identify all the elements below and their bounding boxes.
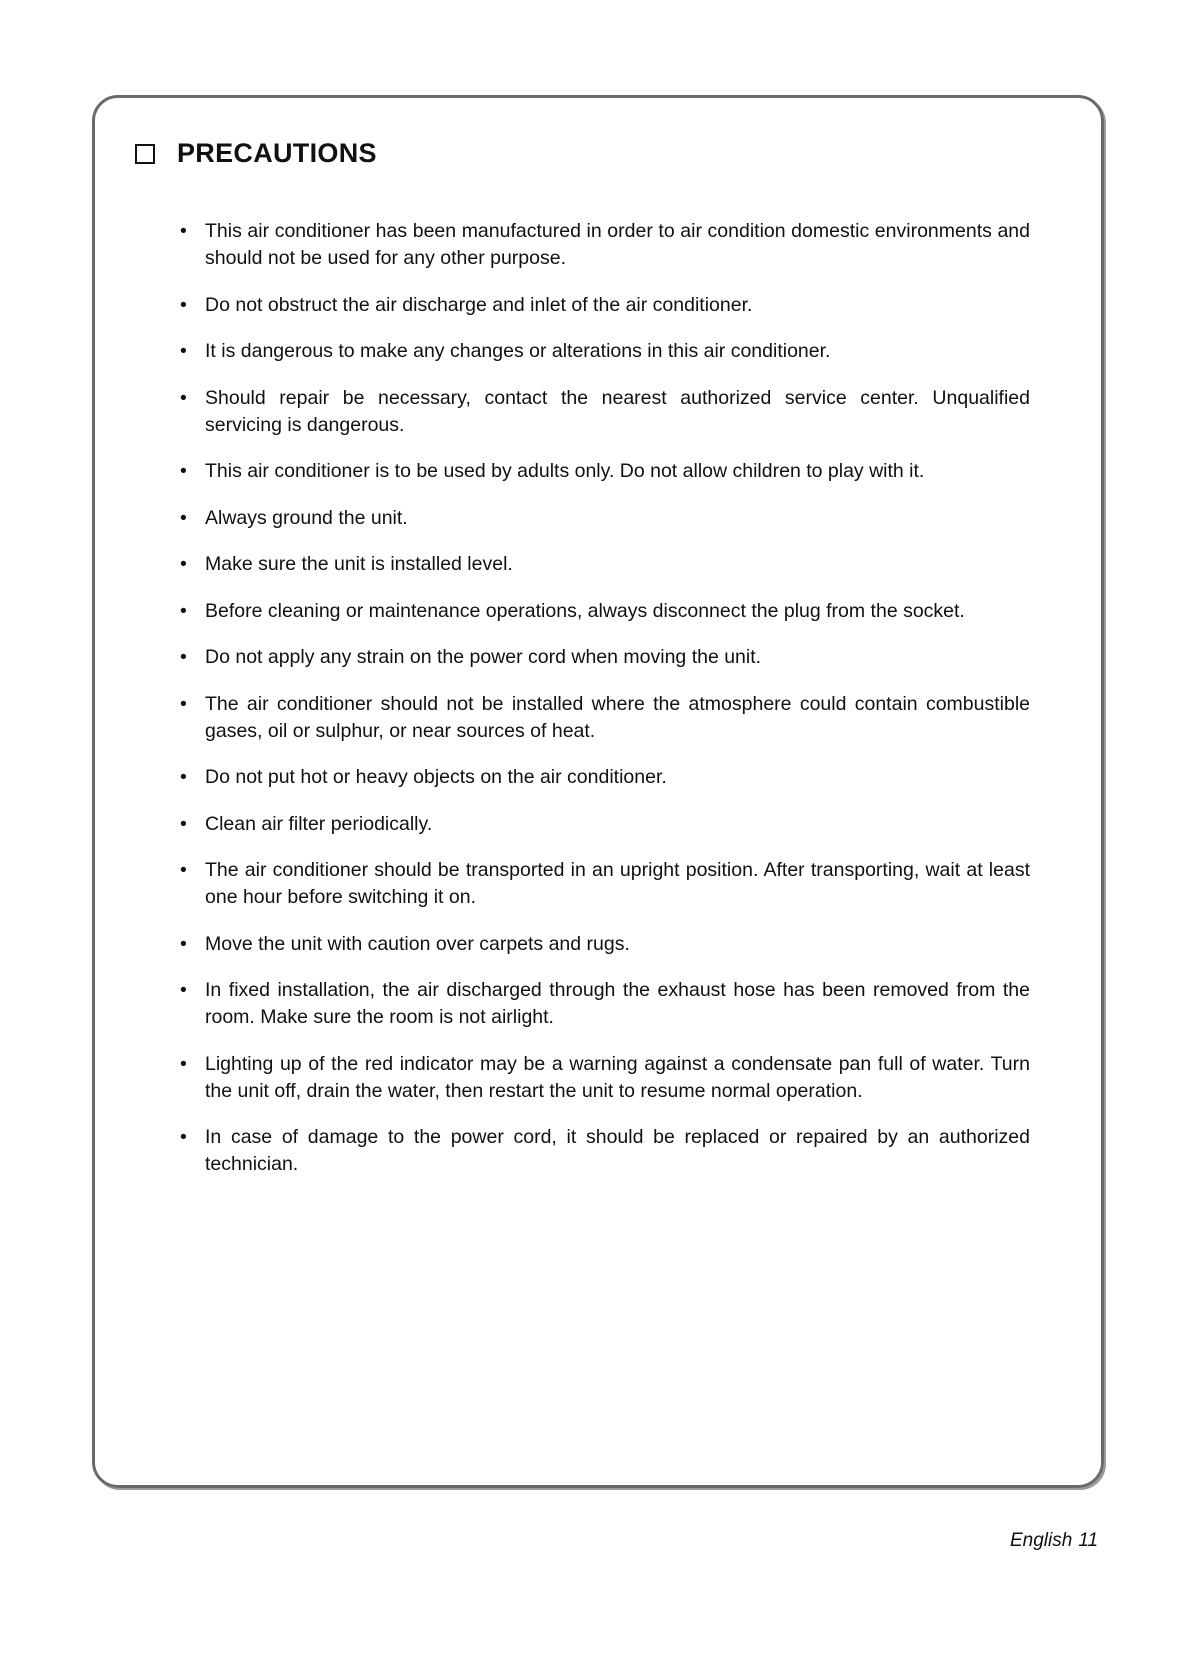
list-item: • It is dangerous to make any changes or alterations in this air conditioner. bbox=[180, 338, 1030, 365]
section-heading bbox=[135, 138, 377, 169]
list-item: • In case of damage to the power cord, it should be replaced or repaired by an authorized technician. bbox=[180, 1124, 1030, 1178]
list-item: • Should repair be necessary, contact the nearest authorized service center. Unqualified servicing is dangerous. bbox=[180, 385, 1030, 439]
page-number: 11 bbox=[1078, 1530, 1099, 1551]
list-item: • Clean air filter periodically. bbox=[180, 811, 1030, 838]
list-item: • Do not apply any strain on the power cord when moving the unit. bbox=[180, 644, 1030, 671]
content-frame bbox=[92, 95, 1104, 1488]
list-item: • Move the unit with caution over carpets and rugs. bbox=[180, 931, 1030, 958]
list-item: • Make sure the unit is installed level. bbox=[180, 551, 1030, 578]
list-item: • Always ground the unit. bbox=[180, 505, 1030, 532]
list-item: • Before cleaning or maintenance operations, always disconnect the plug from the socket. bbox=[180, 598, 1030, 625]
list-item: • In fixed installation, the air discharged through the exhaust hose has been removed from the room. Make sure the room is not airlight. bbox=[180, 977, 1030, 1031]
list-item: • Do not put hot or heavy objects on the air conditioner. bbox=[180, 764, 1030, 791]
list-item: • The air conditioner should not be installed where the atmosphere could contain combustible gases, oil or sulphur, or near sources of heat. bbox=[180, 691, 1030, 745]
checkbox-icon bbox=[135, 144, 155, 164]
precautions-list bbox=[180, 218, 1030, 1198]
footer-language: English bbox=[1010, 1530, 1073, 1551]
list-item: • This air conditioner is to be used by adults only. Do not allow children to play with it. bbox=[180, 458, 1030, 485]
page-footer bbox=[1010, 1530, 1098, 1552]
list-item: • Lighting up of the red indicator may be a warning against a condensate pan full of water. Turn the unit off, drain the water, then restart the unit to resume normal operation. bbox=[180, 1051, 1030, 1105]
section-title: PRECAUTIONS bbox=[177, 138, 377, 168]
list-item: • Do not obstruct the air discharge and inlet of the air conditioner. bbox=[180, 292, 1030, 319]
list-item: • This air conditioner has been manufactured in order to air condition domestic environments and should not be used for any other purpose. bbox=[180, 218, 1030, 272]
list-item: • The air conditioner should be transported in an upright position. After transporting, wait at least one hour before switching it on. bbox=[180, 857, 1030, 911]
